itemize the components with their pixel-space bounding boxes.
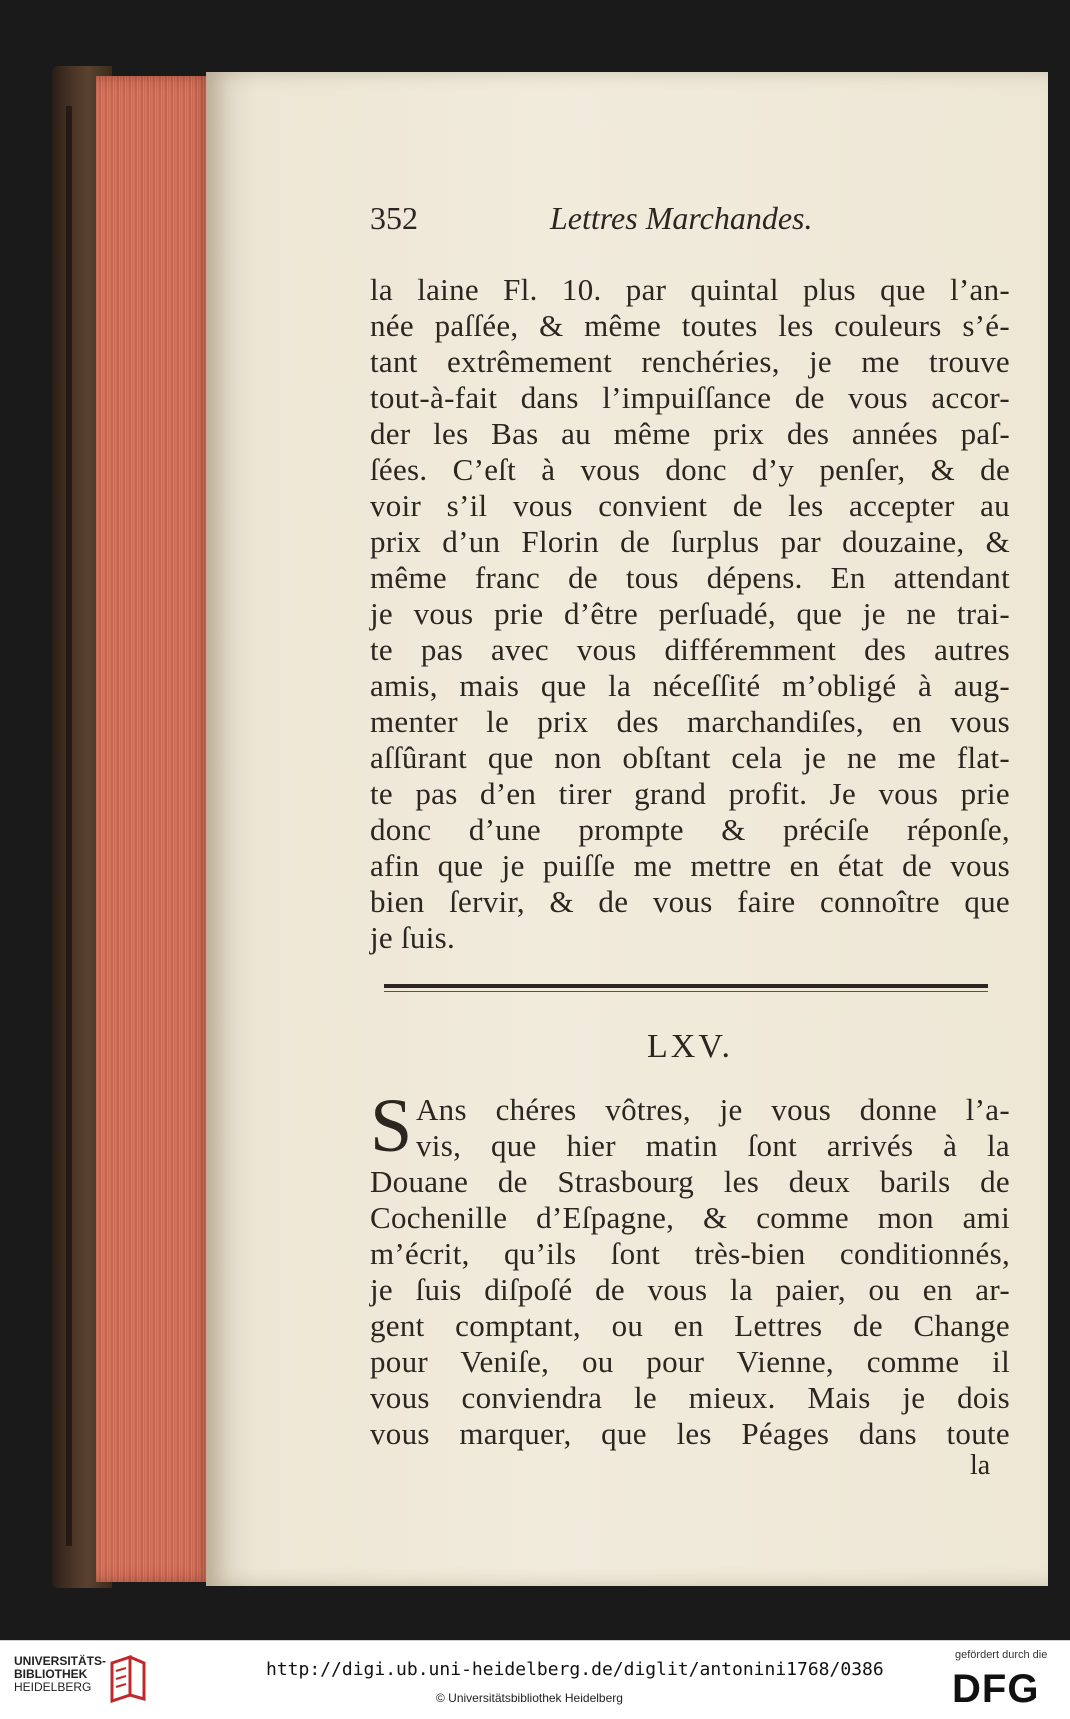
text-line: Ans chéres vôtres, je vous donne l’a- xyxy=(416,1092,1010,1127)
text-line: der les Bas au même prix des années paſ- xyxy=(370,416,1010,451)
text-line: tant extrêmement renchéries, je me trouve xyxy=(370,344,1010,379)
text-line: née paſſée, & même toutes les couleurs s’é- xyxy=(370,308,1010,343)
copyright-notice: © Universitätsbibliothek Heidelberg xyxy=(436,1691,623,1705)
text-line: Cochenille d’Eſpagne, & comme mon ami xyxy=(370,1200,1010,1235)
page-edges xyxy=(96,76,214,1582)
text-line: pour Veniſe, ou pour Vienne, comme il xyxy=(370,1344,1010,1379)
text-line: gent comptant, ou en Lettres de Change xyxy=(370,1308,1010,1343)
text-line: menter le prix des marchandiſes, en vous xyxy=(370,704,1010,739)
text-line: te pas avec vous différemment des autres xyxy=(370,632,1010,667)
text-line: afin que je puiſſe me mettre en état de vous xyxy=(370,848,1010,883)
text-line: même franc de tous dépens. En attendant xyxy=(370,560,1010,595)
library-name-line: UNIVERSITÄTS- xyxy=(14,1654,107,1668)
section-divider-rule xyxy=(384,984,988,988)
drop-capital: S xyxy=(370,1084,413,1168)
viewer-footer xyxy=(0,1640,1070,1719)
library-name-line: HEIDELBERG xyxy=(14,1680,92,1694)
funding-note: gefördert durch die xyxy=(955,1649,1048,1661)
text-line: bien ſervir, & de vous faire connoître que xyxy=(370,884,1010,919)
text-line: ſées. C’eſt à vous donc d’y penſer, & de xyxy=(370,452,1010,487)
catchword: la xyxy=(970,1450,991,1481)
letter-continuation-text xyxy=(370,272,1010,956)
text-line: je vous prie d’être perſuadé, que je ne trai- xyxy=(370,596,1010,631)
text-line: amis, mais que la néceſſité m’obligé à aug- xyxy=(370,668,1010,703)
text-line: te pas d’en tirer grand profit. Je vous prie xyxy=(370,776,1010,811)
text-line: vis, que hier matin ſont arrivés à la xyxy=(416,1128,1010,1163)
dfg-logo: DFG xyxy=(952,1667,1040,1711)
text-line: donc d’une prompte & préciſe réponſe, xyxy=(370,812,1010,847)
text-line: la laine Fl. 10. par quintal plus que l’an- xyxy=(370,272,1010,307)
page-number: 352 xyxy=(370,200,418,236)
library-name xyxy=(14,1655,106,1694)
text-line: Douane de Strasbourg les deux barils de xyxy=(370,1164,1010,1199)
letter-number-heading: LXV. xyxy=(647,1028,733,1065)
text-line: je ſuis diſpoſé de vous la paier, ou en ar- xyxy=(370,1272,1010,1307)
text-line: vous marquer, que les Péages dans toute xyxy=(370,1416,1010,1451)
text-line: prix d’un Florin de ſurplus par douzaine, & xyxy=(370,524,1010,559)
permalink-url[interactable]: http://digi.ub.uni-heidelberg.de/diglit/antonini1768/0386 xyxy=(266,1659,884,1680)
text-line: voir s’il vous convient de les accepter au xyxy=(370,488,1010,523)
text-line: je ſuis. xyxy=(370,920,456,955)
library-name-line: BIBLIOTHEK xyxy=(14,1667,88,1681)
letter-lxv-text xyxy=(370,1092,1010,1452)
text-line: tout-à-fait dans l’impuiſſance de vous accor- xyxy=(370,380,1010,415)
text-line: m’écrit, qu’ils ſont très-bien conditionnés, xyxy=(370,1236,1010,1271)
text-line: aſſûrant que non obſtant cela je ne me flat- xyxy=(370,740,1010,775)
text-line: vous conviendra le mieux. Mais je dois xyxy=(370,1380,1010,1415)
library-logo-icon xyxy=(108,1655,148,1703)
running-head-title: Lettres Marchandes. xyxy=(550,200,813,236)
